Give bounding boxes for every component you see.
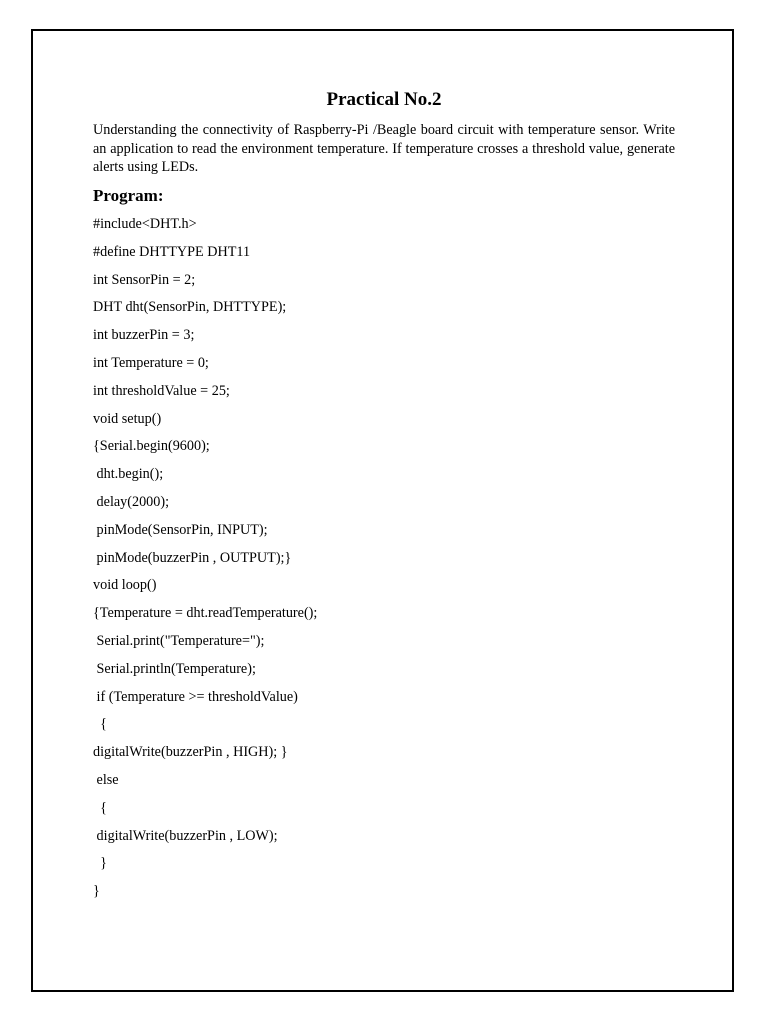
code-line: pinMode(buzzerPin , OUTPUT);} xyxy=(93,549,292,566)
code-line: { xyxy=(93,716,107,733)
code-line: if (Temperature >= thresholdValue) xyxy=(93,688,298,705)
code-line: void setup() xyxy=(93,410,162,427)
code-line: digitalWrite(buzzerPin , HIGH); } xyxy=(93,744,288,761)
code-line: void loop() xyxy=(93,577,157,594)
program-heading: Program: xyxy=(93,186,164,205)
code-listing xyxy=(93,214,317,909)
code-line: } xyxy=(93,855,107,872)
page-title: Practical No.2 xyxy=(326,89,442,110)
code-line: Serial.println(Temperature); xyxy=(93,660,256,677)
code-line: } xyxy=(93,883,100,900)
code-line: {Temperature = dht.readTemperature(); xyxy=(93,605,318,622)
aim-paragraph: Understanding the connectivity of Raspberry-Pi /Beagle board circuit with temperature sensor. Write an application to read the environment temperature. If temperature crosses a threshold value, generate alerts using LEDs. xyxy=(93,122,675,175)
code-line: delay(2000); xyxy=(93,493,170,510)
code-line: else xyxy=(93,771,119,788)
code-line: Serial.print("Temperature="); xyxy=(93,632,265,649)
code-line: { xyxy=(93,799,107,816)
code-line: #define DHTTYPE DHT11 xyxy=(93,243,251,260)
code-line: {Serial.begin(9600); xyxy=(93,438,210,455)
code-line: int buzzerPin = 3; xyxy=(93,327,195,344)
code-line: DHT dht(SensorPin, DHTTYPE); xyxy=(93,299,287,316)
code-line: dht.begin(); xyxy=(93,466,164,483)
code-line: int thresholdValue = 25; xyxy=(93,382,230,399)
code-line: int SensorPin = 2; xyxy=(93,271,196,288)
code-line: #include<DHT.h> xyxy=(93,216,197,232)
code-line: digitalWrite(buzzerPin , LOW); xyxy=(93,827,278,844)
code-line: int Temperature = 0; xyxy=(93,354,209,371)
code-line: pinMode(SensorPin, INPUT); xyxy=(93,521,268,538)
